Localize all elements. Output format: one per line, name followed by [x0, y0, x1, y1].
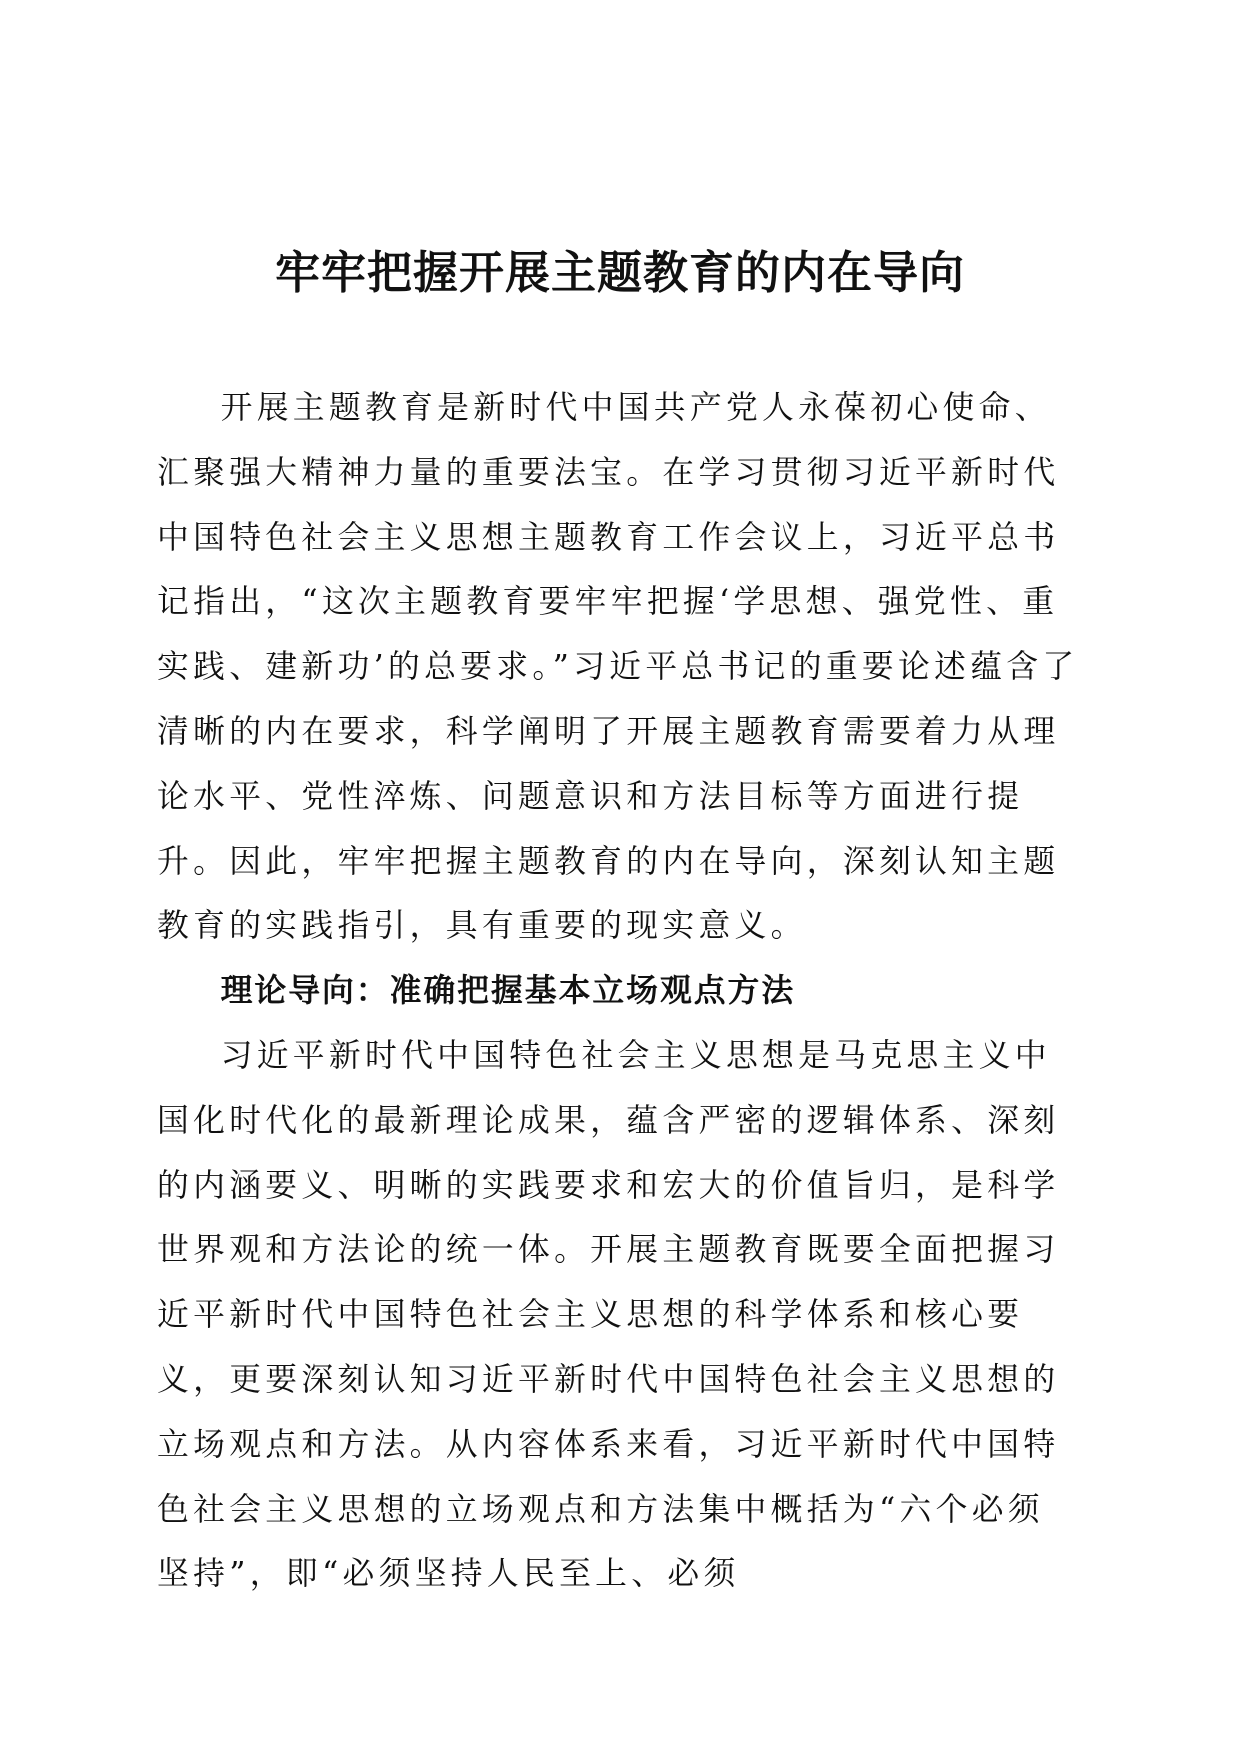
intro-paragraph: 开展主题教育是新时代中国共产党人永葆初心使命、汇聚强大精神力量的重要法宝。在学习贯彻习近平新时代中国特色社会主义思想主题教育工作会议上，习近平总书记指出，“这次主题教育要牢牢把握‘学思想、强党性、重实践、建新功’的总要求。”习近平总书记的重要论述蕴含了清晰的内在要求，科学阐明了开展主题教育需要着力从理论水平、党性淬炼、问题意识和方法目标等方面进行提升。因此，牢牢把握主题教育的内在导向，深刻认知主题教育的实践指引，具有重要的现实意义。	[157, 389, 1079, 945]
document-title: 牢牢把握开展主题教育的内在导向	[274, 246, 965, 299]
body-paragraph: 习近平新时代中国特色社会主义思想是马克思主义中国化时代化的最新理论成果，蕴含严密的逻辑体系、深刻的内涵要义、明晰的实践要求和宏大的价值旨归，是科学世界观和方法论的统一体。开展主题教育既要全面把握习近平新时代中国特色社会主义思想的科学体系和核心要义，更要深刻认知习近平新时代中国特色社会主义思想的立场观点和方法。从内容体系来看，习近平新时代中国特色社会主义思想的立场观点和方法集中概括为“六个必须坚持”，即“必须坚持人民至上、必须	[157, 1036, 1060, 1593]
document-body	[157, 376, 1079, 1607]
section-heading: 理论导向：准确把握基本立场观点方法	[220, 972, 796, 1010]
